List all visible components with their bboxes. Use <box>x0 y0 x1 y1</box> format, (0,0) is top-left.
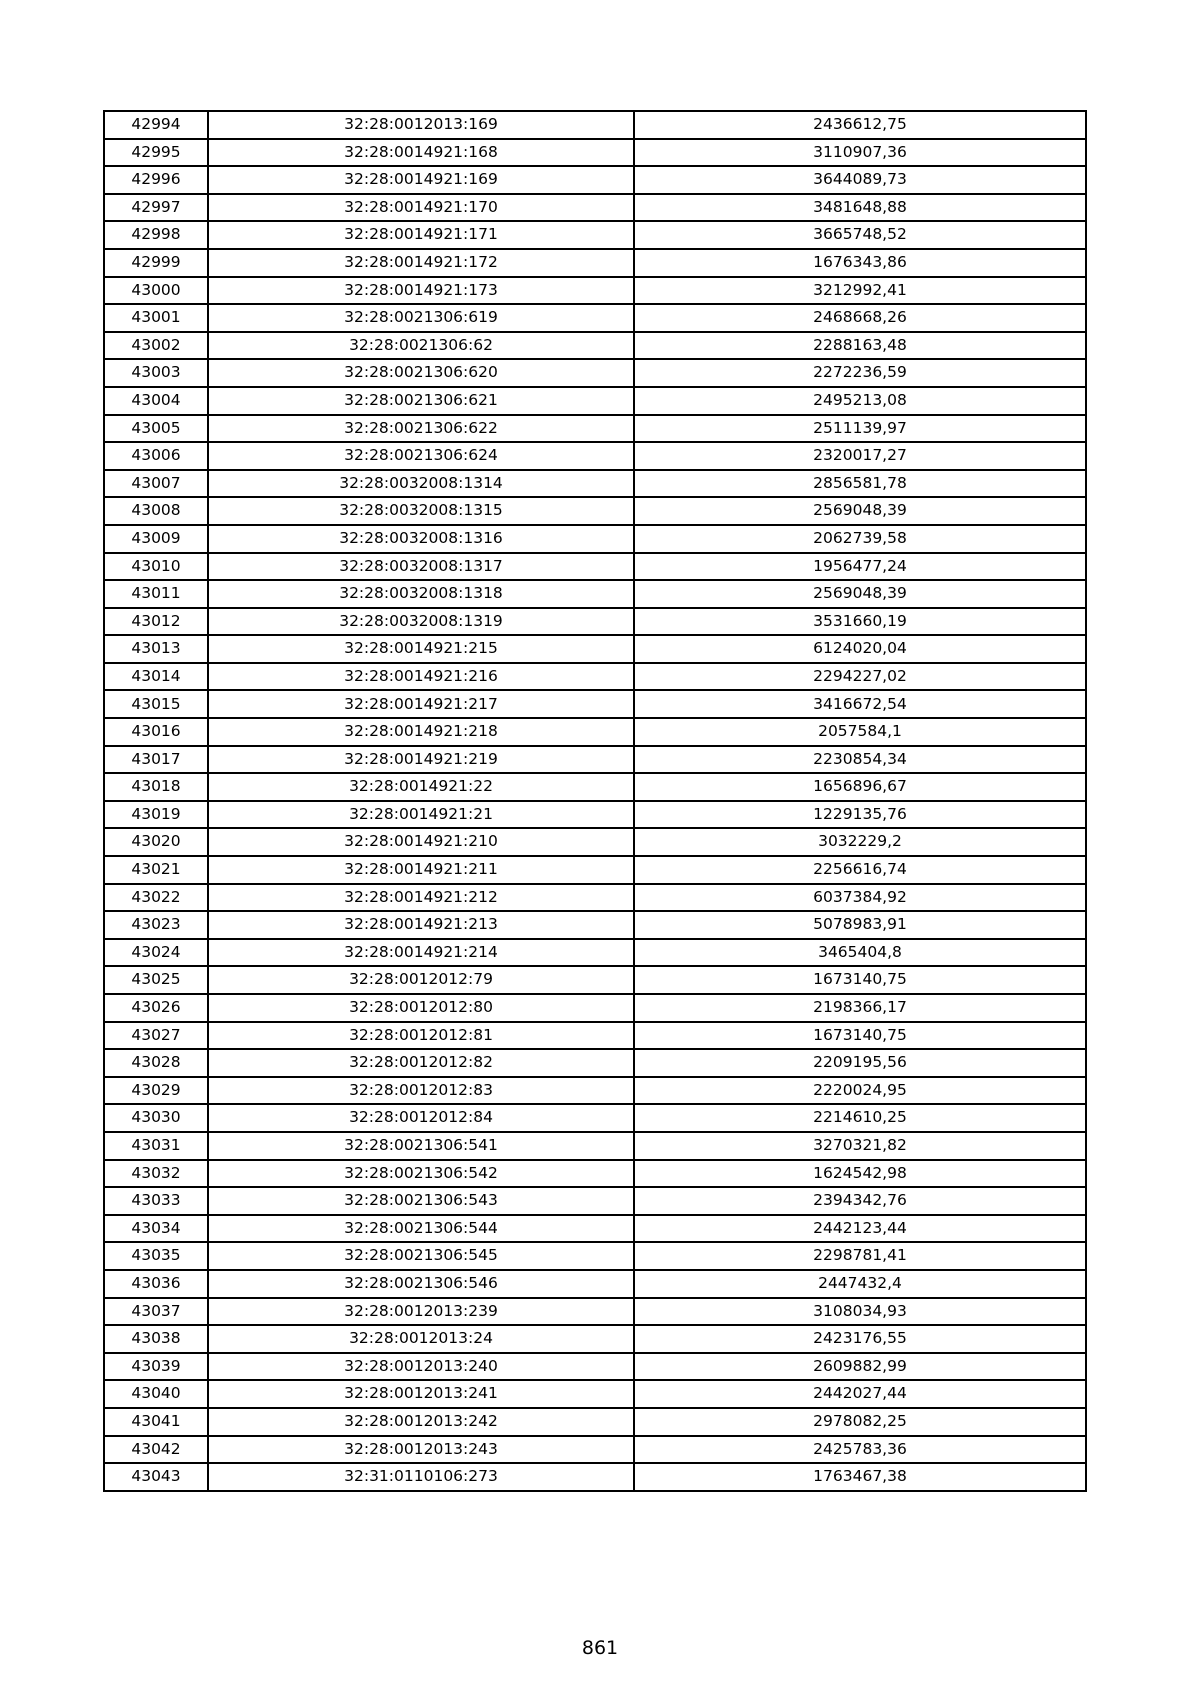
cadastral-number-cell: 32:28:0014921:171 <box>208 221 634 249</box>
row-number-cell: 43043 <box>104 1463 208 1491</box>
cadastral-number-cell: 32:28:0012013:24 <box>208 1325 634 1353</box>
row-number-cell: 43002 <box>104 332 208 360</box>
table-row <box>104 415 1086 443</box>
table-row <box>104 470 1086 498</box>
cadastral-number-cell: 32:28:0012013:242 <box>208 1408 634 1436</box>
cadastral-number-cell: 32:28:0014921:214 <box>208 939 634 967</box>
table-row <box>104 1049 1086 1077</box>
cadastral-number-cell: 32:28:0021306:619 <box>208 304 634 332</box>
row-number-cell: 43031 <box>104 1132 208 1160</box>
table-row <box>104 1380 1086 1408</box>
table-body <box>104 111 1086 1491</box>
value-cell: 3644089,73 <box>634 166 1086 194</box>
table-row <box>104 911 1086 939</box>
row-number-cell: 42995 <box>104 139 208 167</box>
value-cell: 2294227,02 <box>634 663 1086 691</box>
value-cell: 2062739,58 <box>634 525 1086 553</box>
value-cell: 6124020,04 <box>634 635 1086 663</box>
cadastral-number-cell: 32:28:0014921:215 <box>208 635 634 663</box>
value-cell: 2442123,44 <box>634 1215 1086 1243</box>
table-row <box>104 304 1086 332</box>
cadastral-number-cell: 32:28:0021306:543 <box>208 1187 634 1215</box>
cadastral-number-cell: 32:28:0021306:620 <box>208 359 634 387</box>
row-number-cell: 43032 <box>104 1160 208 1188</box>
value-cell: 2511139,97 <box>634 415 1086 443</box>
cadastral-number-cell: 32:28:0014921:213 <box>208 911 634 939</box>
table-row <box>104 1077 1086 1105</box>
value-cell: 3270321,82 <box>634 1132 1086 1160</box>
row-number-cell: 42999 <box>104 249 208 277</box>
cadastral-number-cell: 32:28:0014921:218 <box>208 718 634 746</box>
cadastral-number-cell: 32:28:0014921:219 <box>208 746 634 774</box>
cadastral-number-cell: 32:28:0021306:624 <box>208 442 634 470</box>
value-cell: 2856581,78 <box>634 470 1086 498</box>
cadastral-number-cell: 32:28:0014921:211 <box>208 856 634 884</box>
cadastral-number-cell: 32:28:0021306:542 <box>208 1160 634 1188</box>
table-row <box>104 1325 1086 1353</box>
row-number-cell: 43034 <box>104 1215 208 1243</box>
table-row <box>104 1160 1086 1188</box>
row-number-cell: 43000 <box>104 277 208 305</box>
value-cell: 2214610,25 <box>634 1104 1086 1132</box>
table-row <box>104 1104 1086 1132</box>
table-row <box>104 442 1086 470</box>
value-cell: 2495213,08 <box>634 387 1086 415</box>
row-number-cell: 42996 <box>104 166 208 194</box>
row-number-cell: 43009 <box>104 525 208 553</box>
row-number-cell: 43006 <box>104 442 208 470</box>
table-row <box>104 773 1086 801</box>
row-number-cell: 43004 <box>104 387 208 415</box>
table-row <box>104 221 1086 249</box>
value-cell: 2569048,39 <box>634 497 1086 525</box>
table-row <box>104 663 1086 691</box>
table-row <box>104 828 1086 856</box>
cadastral-number-cell: 32:28:0021306:545 <box>208 1242 634 1270</box>
table-row <box>104 1298 1086 1326</box>
row-number-cell: 43029 <box>104 1077 208 1105</box>
cadastral-number-cell: 32:28:0012012:82 <box>208 1049 634 1077</box>
cadastral-number-cell: 32:28:0014921:169 <box>208 166 634 194</box>
value-cell: 1229135,76 <box>634 801 1086 829</box>
cadastral-number-cell: 32:28:0014921:173 <box>208 277 634 305</box>
value-cell: 3416672,54 <box>634 690 1086 718</box>
table-row <box>104 332 1086 360</box>
cadastral-number-cell: 32:28:0012013:169 <box>208 111 634 139</box>
cadastral-number-cell: 32:28:0032008:1319 <box>208 608 634 636</box>
table-row <box>104 1215 1086 1243</box>
value-cell: 2569048,39 <box>634 580 1086 608</box>
row-number-cell: 43022 <box>104 884 208 912</box>
cadastral-number-cell: 32:28:0012012:83 <box>208 1077 634 1105</box>
row-number-cell: 43018 <box>104 773 208 801</box>
table-row <box>104 856 1086 884</box>
value-cell: 2468668,26 <box>634 304 1086 332</box>
table-row <box>104 1242 1086 1270</box>
value-cell: 2057584,1 <box>634 718 1086 746</box>
cadastral-number-cell: 32:28:0012012:79 <box>208 966 634 994</box>
table-row <box>104 994 1086 1022</box>
row-number-cell: 43042 <box>104 1436 208 1464</box>
table-row <box>104 1436 1086 1464</box>
row-number-cell: 43041 <box>104 1408 208 1436</box>
value-cell: 2272236,59 <box>634 359 1086 387</box>
cadastral-number-cell: 32:31:0110106:273 <box>208 1463 634 1491</box>
page-number: 861 <box>581 1637 619 1659</box>
row-number-cell: 43015 <box>104 690 208 718</box>
cadastral-number-cell: 32:28:0014921:21 <box>208 801 634 829</box>
row-number-cell: 43030 <box>104 1104 208 1132</box>
value-cell: 1763467,38 <box>634 1463 1086 1491</box>
row-number-cell: 43012 <box>104 608 208 636</box>
value-cell: 2609882,99 <box>634 1353 1086 1381</box>
value-cell: 3108034,93 <box>634 1298 1086 1326</box>
table-row <box>104 884 1086 912</box>
value-cell: 1673140,75 <box>634 1022 1086 1050</box>
row-number-cell: 43038 <box>104 1325 208 1353</box>
row-number-cell: 43017 <box>104 746 208 774</box>
cadastral-number-cell: 32:28:0032008:1316 <box>208 525 634 553</box>
table-row <box>104 166 1086 194</box>
cadastral-number-cell: 32:28:0012013:241 <box>208 1380 634 1408</box>
cadastral-number-cell: 32:28:0012013:239 <box>208 1298 634 1326</box>
table-row <box>104 635 1086 663</box>
table-row <box>104 1132 1086 1160</box>
table-row <box>104 1270 1086 1298</box>
row-number-cell: 43014 <box>104 663 208 691</box>
cadastral-number-cell: 32:28:0032008:1317 <box>208 553 634 581</box>
cadastral-number-cell: 32:28:0014921:168 <box>208 139 634 167</box>
value-cell: 1624542,98 <box>634 1160 1086 1188</box>
table-row <box>104 111 1086 139</box>
value-cell: 2198366,17 <box>634 994 1086 1022</box>
table-row <box>104 966 1086 994</box>
row-number-cell: 43037 <box>104 1298 208 1326</box>
cadastral-number-cell: 32:28:0021306:62 <box>208 332 634 360</box>
row-number-cell: 42997 <box>104 194 208 222</box>
value-cell: 2425783,36 <box>634 1436 1086 1464</box>
table-row <box>104 801 1086 829</box>
row-number-cell: 43033 <box>104 1187 208 1215</box>
table-row <box>104 1408 1086 1436</box>
table-row <box>104 497 1086 525</box>
cadastral-number-cell: 32:28:0012012:84 <box>208 1104 634 1132</box>
cadastral-number-cell: 32:28:0014921:210 <box>208 828 634 856</box>
table-row <box>104 277 1086 305</box>
row-number-cell: 43001 <box>104 304 208 332</box>
row-number-cell: 43025 <box>104 966 208 994</box>
table-row <box>104 580 1086 608</box>
cadastral-number-cell: 32:28:0021306:622 <box>208 415 634 443</box>
row-number-cell: 43016 <box>104 718 208 746</box>
cadastral-number-cell: 32:28:0014921:212 <box>208 884 634 912</box>
table-row <box>104 690 1086 718</box>
row-number-cell: 43039 <box>104 1353 208 1381</box>
value-cell: 3110907,36 <box>634 139 1086 167</box>
cadastral-number-cell: 32:28:0021306:544 <box>208 1215 634 1243</box>
table-row <box>104 608 1086 636</box>
row-number-cell: 43035 <box>104 1242 208 1270</box>
value-cell: 1676343,86 <box>634 249 1086 277</box>
row-number-cell: 43010 <box>104 553 208 581</box>
row-number-cell: 42998 <box>104 221 208 249</box>
table-row <box>104 746 1086 774</box>
data-table <box>103 110 1087 1492</box>
value-cell: 5078983,91 <box>634 911 1086 939</box>
cadastral-number-cell: 32:28:0012012:81 <box>208 1022 634 1050</box>
row-number-cell: 43026 <box>104 994 208 1022</box>
value-cell: 3032229,2 <box>634 828 1086 856</box>
table-row <box>104 1463 1086 1491</box>
table-row <box>104 194 1086 222</box>
table-row <box>104 1353 1086 1381</box>
table-row <box>104 387 1086 415</box>
value-cell: 1673140,75 <box>634 966 1086 994</box>
value-cell: 2423176,55 <box>634 1325 1086 1353</box>
cadastral-number-cell: 32:28:0032008:1315 <box>208 497 634 525</box>
value-cell: 3212992,41 <box>634 277 1086 305</box>
value-cell: 3465404,8 <box>634 939 1086 967</box>
value-cell: 2436612,75 <box>634 111 1086 139</box>
value-cell: 3665748,52 <box>634 221 1086 249</box>
value-cell: 2978082,25 <box>634 1408 1086 1436</box>
cadastral-number-cell: 32:28:0021306:546 <box>208 1270 634 1298</box>
cadastral-number-cell: 32:28:0032008:1314 <box>208 470 634 498</box>
cadastral-number-cell: 32:28:0014921:217 <box>208 690 634 718</box>
table-row <box>104 553 1086 581</box>
table-row <box>104 1022 1086 1050</box>
cadastral-number-cell: 32:28:0021306:541 <box>208 1132 634 1160</box>
row-number-cell: 43003 <box>104 359 208 387</box>
value-cell: 2320017,27 <box>634 442 1086 470</box>
value-cell: 1656896,67 <box>634 773 1086 801</box>
row-number-cell: 43005 <box>104 415 208 443</box>
row-number-cell: 43011 <box>104 580 208 608</box>
row-number-cell: 43019 <box>104 801 208 829</box>
row-number-cell: 43036 <box>104 1270 208 1298</box>
cadastral-number-cell: 32:28:0014921:22 <box>208 773 634 801</box>
value-cell: 2209195,56 <box>634 1049 1086 1077</box>
row-number-cell: 43008 <box>104 497 208 525</box>
table-row <box>104 359 1086 387</box>
row-number-cell: 43020 <box>104 828 208 856</box>
value-cell: 2220024,95 <box>634 1077 1086 1105</box>
row-number-cell: 43040 <box>104 1380 208 1408</box>
value-cell: 2298781,41 <box>634 1242 1086 1270</box>
value-cell: 1956477,24 <box>634 553 1086 581</box>
cadastral-number-cell: 32:28:0012013:243 <box>208 1436 634 1464</box>
row-number-cell: 43027 <box>104 1022 208 1050</box>
cadastral-number-cell: 32:28:0012012:80 <box>208 994 634 1022</box>
table-row <box>104 525 1086 553</box>
value-cell: 6037384,92 <box>634 884 1086 912</box>
value-cell: 2230854,34 <box>634 746 1086 774</box>
cadastral-number-cell: 32:28:0014921:216 <box>208 663 634 691</box>
row-number-cell: 43024 <box>104 939 208 967</box>
value-cell: 2394342,76 <box>634 1187 1086 1215</box>
cadastral-number-cell: 32:28:0012013:240 <box>208 1353 634 1381</box>
row-number-cell: 43021 <box>104 856 208 884</box>
cadastral-number-cell: 32:28:0014921:172 <box>208 249 634 277</box>
row-number-cell: 43007 <box>104 470 208 498</box>
value-cell: 3481648,88 <box>634 194 1086 222</box>
row-number-cell: 43023 <box>104 911 208 939</box>
table-row <box>104 1187 1086 1215</box>
cadastral-number-cell: 32:28:0014921:170 <box>208 194 634 222</box>
table-row <box>104 139 1086 167</box>
row-number-cell: 43028 <box>104 1049 208 1077</box>
cadastral-number-cell: 32:28:0032008:1318 <box>208 580 634 608</box>
row-number-cell: 42994 <box>104 111 208 139</box>
value-cell: 2447432,4 <box>634 1270 1086 1298</box>
table-row <box>104 939 1086 967</box>
cadastral-number-cell: 32:28:0021306:621 <box>208 387 634 415</box>
value-cell: 2442027,44 <box>634 1380 1086 1408</box>
table-row <box>104 718 1086 746</box>
value-cell: 2256616,74 <box>634 856 1086 884</box>
table-row <box>104 249 1086 277</box>
value-cell: 2288163,48 <box>634 332 1086 360</box>
row-number-cell: 43013 <box>104 635 208 663</box>
value-cell: 3531660,19 <box>634 608 1086 636</box>
